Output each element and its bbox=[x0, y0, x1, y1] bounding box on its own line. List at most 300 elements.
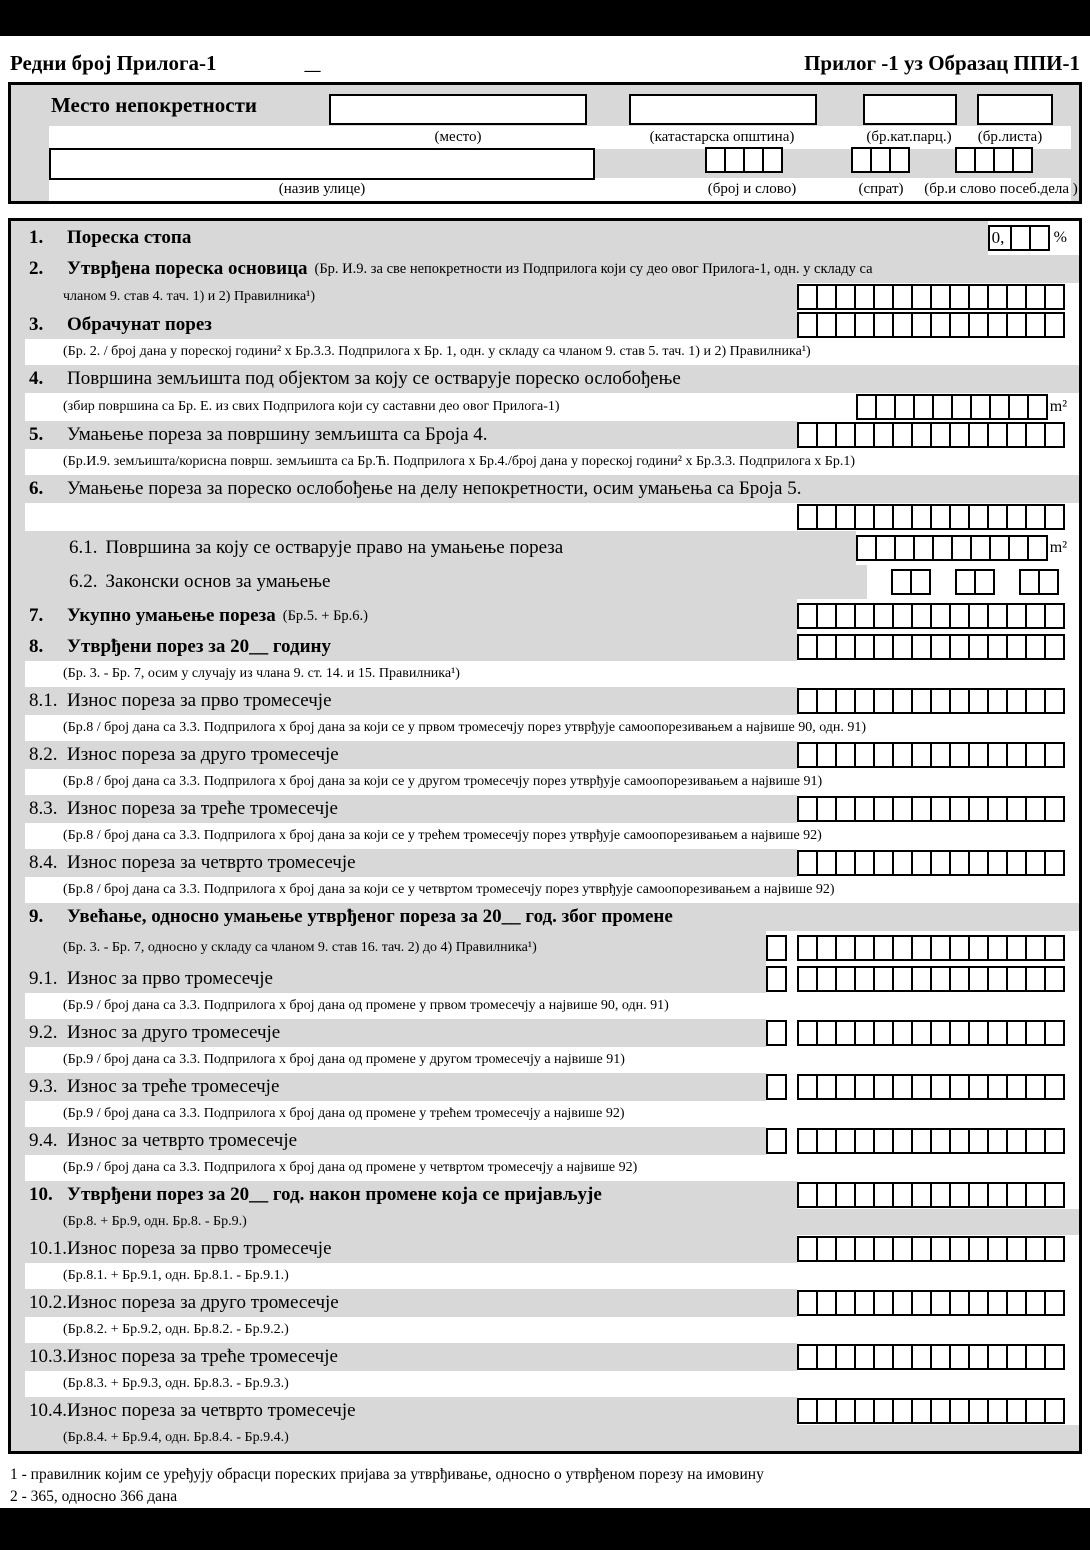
digit-cell[interactable] bbox=[892, 422, 913, 448]
digit-cell[interactable] bbox=[955, 147, 976, 173]
digit-cell[interactable] bbox=[816, 1290, 837, 1316]
digit-cell[interactable] bbox=[1006, 850, 1027, 876]
digit-cell[interactable] bbox=[892, 688, 913, 714]
digit-cell[interactable] bbox=[987, 850, 1008, 876]
digit-cell[interactable] bbox=[766, 1128, 787, 1154]
digit-cell[interactable] bbox=[873, 688, 894, 714]
q1-change-amount-comb[interactable] bbox=[797, 966, 1065, 992]
digit-cell[interactable] bbox=[797, 1290, 818, 1316]
digit-cell[interactable] bbox=[873, 1182, 894, 1208]
digit-cell[interactable] bbox=[968, 1290, 989, 1316]
digit-cell[interactable] bbox=[1025, 1344, 1046, 1370]
digit-cell[interactable] bbox=[892, 603, 913, 629]
digit-cell[interactable] bbox=[873, 634, 894, 660]
digit-cell[interactable] bbox=[854, 1398, 875, 1424]
digit-cell[interactable] bbox=[911, 1020, 932, 1046]
digit-cell[interactable] bbox=[911, 1290, 932, 1316]
digit-cell[interactable] bbox=[949, 1290, 970, 1316]
digit-cell[interactable] bbox=[835, 966, 856, 992]
digit-cell[interactable] bbox=[987, 504, 1008, 530]
digit-cell[interactable] bbox=[873, 935, 894, 961]
digit-cell[interactable] bbox=[911, 422, 932, 448]
digit-cell[interactable] bbox=[968, 966, 989, 992]
digit-cell[interactable] bbox=[797, 1020, 818, 1046]
digit-cell[interactable] bbox=[968, 1236, 989, 1262]
digit-cell[interactable] bbox=[892, 1020, 913, 1046]
digit-cell[interactable] bbox=[949, 1074, 970, 1100]
digit-cell[interactable] bbox=[797, 742, 818, 768]
digit-cell[interactable] bbox=[889, 147, 910, 173]
legal-basis-group-3[interactable] bbox=[1019, 569, 1059, 595]
digit-cell[interactable] bbox=[1006, 966, 1027, 992]
digit-cell[interactable] bbox=[892, 796, 913, 822]
digit-cell[interactable] bbox=[987, 1344, 1008, 1370]
digit-cell[interactable] bbox=[835, 688, 856, 714]
digit-cell[interactable] bbox=[1025, 603, 1046, 629]
digit-cell[interactable] bbox=[797, 688, 818, 714]
digit-cell[interactable] bbox=[797, 1074, 818, 1100]
tax-rate-prefilled-cell[interactable]: 0, bbox=[988, 225, 1012, 251]
digit-cell[interactable] bbox=[910, 569, 931, 595]
digit-cell[interactable] bbox=[911, 1074, 932, 1100]
digit-cell[interactable] bbox=[892, 1236, 913, 1262]
digit-cell[interactable] bbox=[1044, 312, 1065, 338]
digit-cell[interactable] bbox=[911, 1182, 932, 1208]
digit-cell[interactable] bbox=[816, 935, 837, 961]
digit-cell[interactable] bbox=[968, 850, 989, 876]
digit-cell[interactable] bbox=[1044, 688, 1065, 714]
digit-cell[interactable] bbox=[930, 742, 951, 768]
digit-cell[interactable] bbox=[854, 1236, 875, 1262]
digit-cell[interactable] bbox=[797, 504, 818, 530]
digit-cell[interactable] bbox=[949, 688, 970, 714]
digit-cell[interactable] bbox=[968, 284, 989, 310]
digit-cell[interactable] bbox=[968, 1128, 989, 1154]
digit-cell[interactable] bbox=[949, 796, 970, 822]
digit-cell[interactable] bbox=[1025, 688, 1046, 714]
digit-cell[interactable] bbox=[949, 634, 970, 660]
digit-cell[interactable] bbox=[1044, 1182, 1065, 1208]
digit-cell[interactable] bbox=[870, 147, 891, 173]
digit-cell[interactable] bbox=[987, 1236, 1008, 1262]
digit-cell[interactable] bbox=[913, 394, 934, 420]
digit-cell[interactable] bbox=[873, 796, 894, 822]
place-input[interactable] bbox=[329, 94, 587, 125]
digit-cell[interactable] bbox=[854, 1128, 875, 1154]
digit-cell[interactable] bbox=[835, 1020, 856, 1046]
digit-cell[interactable] bbox=[949, 1020, 970, 1046]
digit-cell[interactable] bbox=[797, 796, 818, 822]
q3-change-sign-cell[interactable] bbox=[766, 1074, 787, 1100]
digit-cell[interactable] bbox=[1044, 284, 1065, 310]
final-q4-tax-comb[interactable] bbox=[797, 1398, 1065, 1424]
digit-cell[interactable] bbox=[1044, 504, 1065, 530]
digit-cell[interactable] bbox=[1025, 966, 1046, 992]
digit-cell[interactable] bbox=[851, 147, 872, 173]
digit-cell[interactable] bbox=[892, 1074, 913, 1100]
digit-cell[interactable] bbox=[911, 742, 932, 768]
digit-cell[interactable] bbox=[1012, 147, 1033, 173]
digit-cell[interactable] bbox=[968, 504, 989, 530]
digit-cell[interactable] bbox=[766, 935, 787, 961]
q3-tax-amount-comb[interactable] bbox=[797, 796, 1065, 822]
digit-cell[interactable] bbox=[949, 850, 970, 876]
digit-cell[interactable] bbox=[1038, 569, 1059, 595]
digit-cell[interactable] bbox=[1006, 1128, 1027, 1154]
digit-cell[interactable] bbox=[816, 1020, 837, 1046]
digit-cell[interactable] bbox=[873, 1344, 894, 1370]
digit-cell[interactable] bbox=[930, 966, 951, 992]
digit-cell[interactable] bbox=[932, 394, 953, 420]
digit-cell[interactable] bbox=[892, 935, 913, 961]
digit-cell[interactable] bbox=[930, 312, 951, 338]
digit-cell[interactable] bbox=[835, 1182, 856, 1208]
digit-cell[interactable] bbox=[816, 850, 837, 876]
digit-cell[interactable] bbox=[816, 796, 837, 822]
digit-cell[interactable] bbox=[797, 1344, 818, 1370]
digit-cell[interactable] bbox=[816, 1236, 837, 1262]
digit-cell[interactable] bbox=[1008, 535, 1029, 561]
digit-cell[interactable] bbox=[987, 1398, 1008, 1424]
digit-cell[interactable] bbox=[930, 688, 951, 714]
digit-cell[interactable] bbox=[854, 634, 875, 660]
final-q1-tax-comb[interactable] bbox=[797, 1236, 1065, 1262]
assessed-tax-comb[interactable] bbox=[797, 634, 1065, 660]
tax-base-comb[interactable] bbox=[797, 284, 1065, 310]
digit-cell[interactable] bbox=[949, 504, 970, 530]
digit-cell[interactable] bbox=[911, 1236, 932, 1262]
digit-cell[interactable] bbox=[911, 688, 932, 714]
digit-cell[interactable] bbox=[816, 1182, 837, 1208]
digit-cell[interactable] bbox=[892, 634, 913, 660]
digit-cell[interactable] bbox=[854, 312, 875, 338]
digit-cell[interactable] bbox=[854, 688, 875, 714]
digit-cell[interactable] bbox=[835, 1398, 856, 1424]
digit-cell[interactable] bbox=[1025, 1020, 1046, 1046]
digit-cell[interactable] bbox=[1025, 1128, 1046, 1154]
digit-cell[interactable] bbox=[968, 1182, 989, 1208]
digit-cell[interactable] bbox=[968, 1074, 989, 1100]
digit-cell[interactable] bbox=[932, 535, 953, 561]
floor-comb[interactable] bbox=[851, 147, 910, 173]
digit-cell[interactable] bbox=[1044, 603, 1065, 629]
digit-cell[interactable] bbox=[930, 504, 951, 530]
digit-cell[interactable] bbox=[873, 1020, 894, 1046]
digit-cell[interactable] bbox=[987, 1128, 1008, 1154]
digit-cell[interactable] bbox=[835, 312, 856, 338]
digit-cell[interactable] bbox=[1025, 850, 1046, 876]
street-name-input[interactable] bbox=[49, 148, 595, 180]
q2-change-sign-cell[interactable] bbox=[766, 1020, 787, 1046]
digit-cell[interactable] bbox=[797, 1236, 818, 1262]
digit-cell[interactable] bbox=[816, 422, 837, 448]
digit-cell[interactable] bbox=[854, 742, 875, 768]
digit-cell[interactable] bbox=[762, 147, 783, 173]
digit-cell[interactable] bbox=[892, 742, 913, 768]
digit-cell[interactable] bbox=[797, 1128, 818, 1154]
digit-cell[interactable] bbox=[930, 1020, 951, 1046]
digit-cell[interactable] bbox=[854, 1074, 875, 1100]
digit-cell[interactable] bbox=[930, 603, 951, 629]
digit-cell[interactable] bbox=[1006, 603, 1027, 629]
digit-cell[interactable] bbox=[797, 850, 818, 876]
digit-cell[interactable] bbox=[1006, 1020, 1027, 1046]
digit-cell[interactable] bbox=[1025, 312, 1046, 338]
digit-cell[interactable] bbox=[1025, 1074, 1046, 1100]
digit-cell[interactable] bbox=[816, 504, 837, 530]
digit-cell[interactable] bbox=[816, 1398, 837, 1424]
exempt-land-area-comb[interactable] bbox=[856, 394, 1048, 420]
digit-cell[interactable] bbox=[968, 935, 989, 961]
digit-cell[interactable] bbox=[1025, 1182, 1046, 1208]
digit-cell[interactable] bbox=[1044, 935, 1065, 961]
digit-cell[interactable] bbox=[873, 850, 894, 876]
legal-basis-group-1[interactable] bbox=[891, 569, 931, 595]
digit-cell[interactable] bbox=[987, 634, 1008, 660]
digit-cell[interactable] bbox=[873, 966, 894, 992]
exemption-tax-reduction-comb[interactable] bbox=[797, 504, 1065, 530]
digit-cell[interactable] bbox=[949, 284, 970, 310]
digit-cell[interactable] bbox=[1019, 569, 1040, 595]
digit-cell[interactable] bbox=[835, 504, 856, 530]
digit-cell[interactable] bbox=[974, 569, 995, 595]
digit-cell[interactable] bbox=[930, 1074, 951, 1100]
legal-basis-group-2[interactable] bbox=[955, 569, 995, 595]
digit-cell[interactable] bbox=[949, 1182, 970, 1208]
digit-cell[interactable] bbox=[873, 1290, 894, 1316]
q2-change-amount-comb[interactable] bbox=[797, 1020, 1065, 1046]
digit-cell[interactable] bbox=[1044, 742, 1065, 768]
digit-cell[interactable] bbox=[766, 1074, 787, 1100]
digit-cell[interactable] bbox=[930, 1398, 951, 1424]
digit-cell[interactable] bbox=[854, 850, 875, 876]
digit-cell[interactable] bbox=[854, 1290, 875, 1316]
digit-cell[interactable] bbox=[894, 394, 915, 420]
digit-cell[interactable] bbox=[816, 634, 837, 660]
digit-cell[interactable] bbox=[724, 147, 745, 173]
digit-cell[interactable] bbox=[911, 1128, 932, 1154]
digit-cell[interactable] bbox=[1044, 1128, 1065, 1154]
digit-cell[interactable] bbox=[968, 1020, 989, 1046]
digit-cell[interactable] bbox=[816, 1344, 837, 1370]
digit-cell[interactable] bbox=[970, 394, 991, 420]
change-sign-cell[interactable] bbox=[766, 935, 787, 961]
digit-cell[interactable] bbox=[891, 569, 912, 595]
digit-cell[interactable] bbox=[892, 312, 913, 338]
digit-cell[interactable] bbox=[1010, 225, 1031, 251]
digit-cell[interactable] bbox=[911, 634, 932, 660]
digit-cell[interactable] bbox=[892, 850, 913, 876]
digit-cell[interactable] bbox=[873, 1236, 894, 1262]
digit-cell[interactable] bbox=[1027, 535, 1048, 561]
digit-cell[interactable] bbox=[1008, 394, 1029, 420]
digit-cell[interactable] bbox=[911, 796, 932, 822]
digit-cell[interactable] bbox=[797, 284, 818, 310]
digit-cell[interactable] bbox=[987, 935, 1008, 961]
digit-cell[interactable] bbox=[987, 1074, 1008, 1100]
digit-cell[interactable] bbox=[974, 147, 995, 173]
digit-cell[interactable] bbox=[987, 796, 1008, 822]
digit-cell[interactable] bbox=[892, 1182, 913, 1208]
digit-cell[interactable] bbox=[949, 603, 970, 629]
digit-cell[interactable] bbox=[854, 1020, 875, 1046]
digit-cell[interactable] bbox=[835, 1236, 856, 1262]
digit-cell[interactable] bbox=[989, 394, 1010, 420]
digit-cell[interactable] bbox=[892, 966, 913, 992]
digit-cell[interactable] bbox=[930, 1182, 951, 1208]
digit-cell[interactable] bbox=[949, 422, 970, 448]
digit-cell[interactable] bbox=[835, 1128, 856, 1154]
digit-cell[interactable] bbox=[854, 796, 875, 822]
digit-cell[interactable] bbox=[1025, 1236, 1046, 1262]
digit-cell[interactable] bbox=[835, 634, 856, 660]
digit-cell[interactable] bbox=[892, 1290, 913, 1316]
digit-cell[interactable] bbox=[1006, 1290, 1027, 1316]
digit-cell[interactable] bbox=[1044, 1290, 1065, 1316]
digit-cell[interactable] bbox=[930, 796, 951, 822]
digit-cell[interactable] bbox=[816, 312, 837, 338]
digit-cell[interactable] bbox=[968, 1398, 989, 1424]
digit-cell[interactable] bbox=[835, 935, 856, 961]
digit-cell[interactable] bbox=[1006, 1182, 1027, 1208]
digit-cell[interactable] bbox=[1006, 422, 1027, 448]
q2-tax-amount-comb[interactable] bbox=[797, 742, 1065, 768]
digit-cell[interactable] bbox=[930, 284, 951, 310]
digit-cell[interactable] bbox=[949, 1128, 970, 1154]
digit-cell[interactable] bbox=[930, 850, 951, 876]
digit-cell[interactable] bbox=[766, 1020, 787, 1046]
digit-cell[interactable] bbox=[873, 284, 894, 310]
digit-cell[interactable] bbox=[816, 1128, 837, 1154]
digit-cell[interactable] bbox=[854, 1344, 875, 1370]
final-assessed-tax-comb[interactable] bbox=[797, 1182, 1065, 1208]
digit-cell[interactable] bbox=[856, 394, 877, 420]
digit-cell[interactable] bbox=[949, 966, 970, 992]
digit-cell[interactable] bbox=[1025, 422, 1046, 448]
digit-cell[interactable] bbox=[987, 603, 1008, 629]
digit-cell[interactable] bbox=[968, 603, 989, 629]
digit-cell[interactable] bbox=[987, 966, 1008, 992]
calculated-tax-comb[interactable] bbox=[797, 312, 1065, 338]
final-q3-tax-comb[interactable] bbox=[797, 1344, 1065, 1370]
digit-cell[interactable] bbox=[930, 422, 951, 448]
digit-cell[interactable] bbox=[949, 1344, 970, 1370]
q1-tax-amount-comb[interactable] bbox=[797, 688, 1065, 714]
land-area-tax-reduction-comb[interactable] bbox=[797, 422, 1065, 448]
digit-cell[interactable] bbox=[1025, 742, 1046, 768]
attachment-ordinal-blank[interactable]: __ bbox=[304, 57, 321, 74]
digit-cell[interactable] bbox=[987, 284, 1008, 310]
digit-cell[interactable] bbox=[892, 1344, 913, 1370]
digit-cell[interactable] bbox=[797, 966, 818, 992]
digit-cell[interactable] bbox=[854, 422, 875, 448]
digit-cell[interactable] bbox=[930, 1344, 951, 1370]
digit-cell[interactable] bbox=[1044, 1020, 1065, 1046]
digit-cell[interactable] bbox=[892, 1398, 913, 1424]
digit-cell[interactable] bbox=[911, 966, 932, 992]
digit-cell[interactable] bbox=[1006, 634, 1027, 660]
digit-cell[interactable] bbox=[1025, 504, 1046, 530]
digit-cell[interactable] bbox=[987, 422, 1008, 448]
digit-cell[interactable] bbox=[816, 603, 837, 629]
digit-cell[interactable] bbox=[955, 569, 976, 595]
digit-cell[interactable] bbox=[1006, 1074, 1027, 1100]
digit-cell[interactable] bbox=[1006, 1236, 1027, 1262]
digit-cell[interactable] bbox=[930, 1290, 951, 1316]
digit-cell[interactable] bbox=[911, 1398, 932, 1424]
digit-cell[interactable] bbox=[892, 1128, 913, 1154]
cadastral-parcel-number-input[interactable] bbox=[863, 94, 957, 125]
digit-cell[interactable] bbox=[968, 1344, 989, 1370]
digit-cell[interactable] bbox=[816, 1074, 837, 1100]
digit-cell[interactable] bbox=[949, 935, 970, 961]
digit-cell[interactable] bbox=[949, 742, 970, 768]
digit-cell[interactable] bbox=[930, 935, 951, 961]
tax-rate-input[interactable] bbox=[988, 225, 1050, 251]
digit-cell[interactable] bbox=[911, 284, 932, 310]
digit-cell[interactable] bbox=[911, 935, 932, 961]
digit-cell[interactable] bbox=[1006, 284, 1027, 310]
digit-cell[interactable] bbox=[873, 1398, 894, 1424]
digit-cell[interactable] bbox=[1044, 850, 1065, 876]
q4-tax-amount-comb[interactable] bbox=[797, 850, 1065, 876]
digit-cell[interactable] bbox=[968, 634, 989, 660]
digit-cell[interactable] bbox=[1006, 1398, 1027, 1424]
digit-cell[interactable] bbox=[835, 1344, 856, 1370]
digit-cell[interactable] bbox=[835, 1290, 856, 1316]
q1-change-sign-cell[interactable] bbox=[766, 966, 787, 992]
digit-cell[interactable] bbox=[873, 1128, 894, 1154]
digit-cell[interactable] bbox=[797, 634, 818, 660]
digit-cell[interactable] bbox=[987, 742, 1008, 768]
digit-cell[interactable] bbox=[930, 634, 951, 660]
digit-cell[interactable] bbox=[1025, 1398, 1046, 1424]
digit-cell[interactable] bbox=[892, 284, 913, 310]
digit-cell[interactable] bbox=[1044, 1398, 1065, 1424]
digit-cell[interactable] bbox=[1044, 422, 1065, 448]
digit-cell[interactable] bbox=[911, 312, 932, 338]
digit-cell[interactable] bbox=[873, 742, 894, 768]
digit-cell[interactable] bbox=[854, 603, 875, 629]
digit-cell[interactable] bbox=[873, 312, 894, 338]
digit-cell[interactable] bbox=[949, 312, 970, 338]
digit-cell[interactable] bbox=[987, 688, 1008, 714]
digit-cell[interactable] bbox=[816, 688, 837, 714]
digit-cell[interactable] bbox=[1044, 796, 1065, 822]
digit-cell[interactable] bbox=[1044, 634, 1065, 660]
digit-cell[interactable] bbox=[968, 796, 989, 822]
digit-cell[interactable] bbox=[835, 850, 856, 876]
digit-cell[interactable] bbox=[797, 603, 818, 629]
digit-cell[interactable] bbox=[987, 1290, 1008, 1316]
digit-cell[interactable] bbox=[875, 394, 896, 420]
digit-cell[interactable] bbox=[949, 1236, 970, 1262]
digit-cell[interactable] bbox=[1006, 312, 1027, 338]
digit-cell[interactable] bbox=[987, 1020, 1008, 1046]
digit-cell[interactable] bbox=[835, 796, 856, 822]
digit-cell[interactable] bbox=[1006, 1344, 1027, 1370]
digit-cell[interactable] bbox=[970, 535, 991, 561]
digit-cell[interactable] bbox=[875, 535, 896, 561]
digit-cell[interactable] bbox=[835, 284, 856, 310]
digit-cell[interactable] bbox=[835, 422, 856, 448]
digit-cell[interactable] bbox=[949, 1398, 970, 1424]
digit-cell[interactable] bbox=[835, 1074, 856, 1100]
digit-cell[interactable] bbox=[1025, 634, 1046, 660]
digit-cell[interactable] bbox=[743, 147, 764, 173]
digit-cell[interactable] bbox=[968, 422, 989, 448]
tax-change-amount-comb[interactable] bbox=[797, 935, 1065, 961]
